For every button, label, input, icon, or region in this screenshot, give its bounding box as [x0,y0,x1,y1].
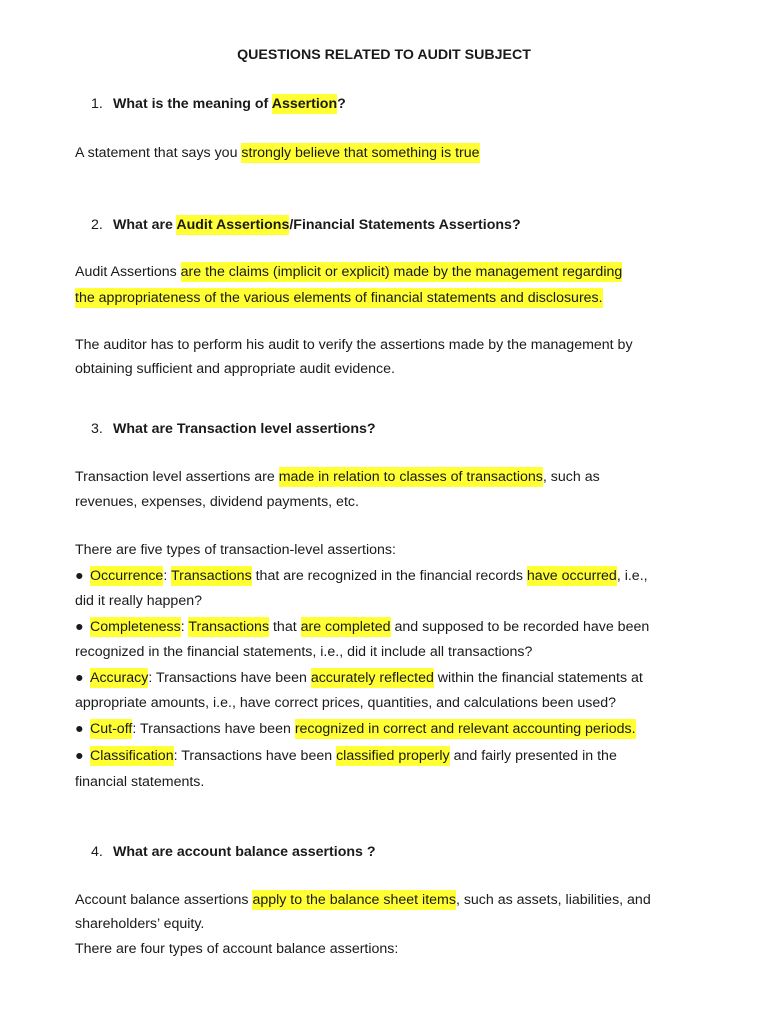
bullet-icon: ● [75,721,84,737]
bullet-icon: ● [75,748,84,764]
highlight: Transactions [170,568,252,584]
bullet-classification: ● Classification: Transactions have been classified properly and fairly presented in the [75,748,617,764]
paragraph-line: shareholders’ equity. [75,916,205,932]
paragraph-line: revenues, expenses, dividend payments, etc. [75,494,359,510]
question-1: 1. What is the meaning of Assertion? [91,96,346,112]
paragraph-line: There are five types of transaction-level assertions: [75,542,396,558]
question-4: 4. What are account balance assertions ? [91,844,376,860]
highlight: accurately reflected [310,670,434,686]
highlight: Completeness [90,619,181,635]
bullet-icon: ● [75,568,84,584]
bullet-occurrence: ● Occurrence: Transactions that are recognized in the financial records have occurred, i.e., [75,568,648,584]
bullet-icon: ● [75,619,84,635]
highlight: Audit Assertions [176,217,290,233]
paragraph-line: Audit Assertions are the claims (implicit or explicit) made by the management regarding [75,264,623,280]
bullet-cut-off: ● Cut-off: Transactions have been recognized in correct and relevant accounting periods. [75,721,636,737]
paragraph-line: Transaction level assertions are made in relation to classes of transactions, such as [75,469,600,485]
question-number: 3. [91,421,103,437]
highlight: Classification [90,748,174,764]
highlight: have occurred [526,568,617,584]
bullet-continuation: financial statements. [75,774,205,790]
highlight: are the claims (implicit or explicit) made by the management regarding [180,264,623,280]
highlight: are completed [300,619,391,635]
bullet-completeness: ● Completeness: Transactions that are completed and supposed to be recorded have been [75,619,650,635]
paragraph-line: There are four types of account balance assertions: [75,941,399,957]
paragraph-line: The auditor has to perform his audit to verify the assertions made by the management by [75,337,633,353]
bullet-accuracy: ● Accuracy: Transactions have been accurately reflected within the financial statements at [75,670,643,686]
bullet-continuation: recognized in the financial statements, i.e., did it include all transactions? [75,644,533,660]
highlight: Accuracy [90,670,149,686]
bullet-continuation: did it really happen? [75,593,202,609]
highlight: Assertion [271,96,338,112]
bullet-continuation: appropriate amounts, i.e., have correct prices, quantities, and calculations been used? [75,695,617,711]
document-title: QUESTIONS RELATED TO AUDIT SUBJECT [237,47,531,63]
question-2: 2. What are Audit Assertions/Financial Statements Assertions? [91,217,521,233]
highlight: strongly believe that something is true [241,145,480,161]
highlight: apply to the balance sheet items [252,892,456,908]
paragraph-line: Account balance assertions apply to the balance sheet items, such as assets, liabilities, and [75,892,651,908]
highlight: Cut-off [90,721,133,737]
paragraph-line [75,289,603,307]
answer-1: A statement that says you strongly believe that something is true [75,145,480,161]
highlight: Occurrence [90,568,164,584]
highlight: classified properly [336,748,450,764]
question-number: 2. [91,217,103,233]
question-number: 1. [91,96,103,112]
highlight: made in relation to classes of transactions [278,469,543,485]
highlight: recognized in correct and relevant accounting periods. [294,721,636,737]
bullet-icon: ● [75,670,84,686]
question-number: 4. [91,844,103,860]
highlight: the appropriateness of the various elements of financial statements and disclosures. [75,290,603,306]
highlight: Transactions [188,619,270,635]
paragraph-line: obtaining sufficient and appropriate audit evidence. [75,361,395,377]
question-3: 3. What are Transaction level assertions? [91,421,376,437]
